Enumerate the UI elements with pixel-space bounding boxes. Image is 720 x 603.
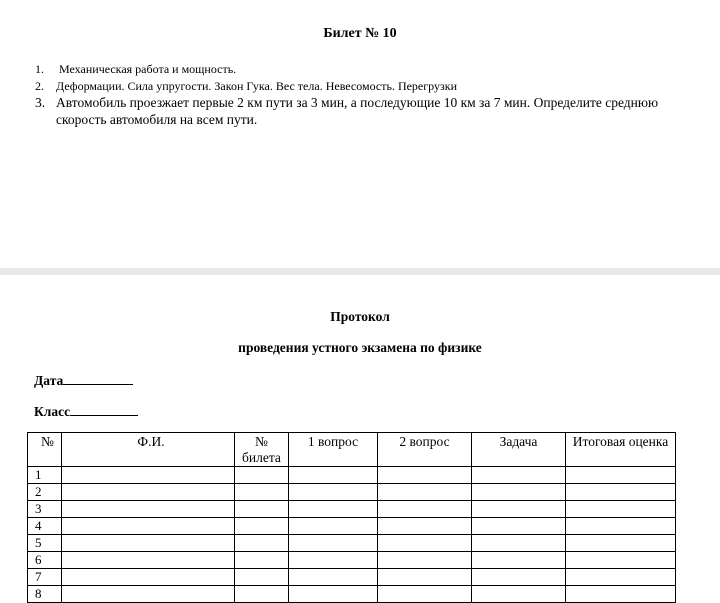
class-field (34, 403, 138, 420)
question-item (35, 61, 675, 77)
table-cell[interactable] (289, 569, 378, 586)
date-blank-line[interactable] (63, 372, 133, 385)
table-cell[interactable] (235, 467, 289, 484)
table-cell[interactable] (566, 518, 676, 535)
col-header-name: Ф.И. (62, 433, 235, 467)
table-row (28, 501, 676, 518)
table-cell[interactable] (62, 484, 235, 501)
question-text: Механическая работа и мощность. (59, 62, 237, 76)
table-cell[interactable] (378, 484, 472, 501)
question-text: Автомобиль проезжает первые 2 км пути за 3 мин, а последующие 10 км за 7 мин. Определите среднюю скорость автомобиля на всем пути. (56, 95, 659, 127)
row-number: 6 (28, 552, 62, 569)
table-cell[interactable] (235, 552, 289, 569)
question-item (35, 78, 675, 94)
table-cell[interactable] (289, 501, 378, 518)
table-cell[interactable] (289, 467, 378, 484)
col-header-question-2: 2 вопрос (378, 433, 472, 467)
table-cell[interactable] (378, 535, 472, 552)
table-cell[interactable] (289, 518, 378, 535)
col-header-ticket: № билета (235, 433, 289, 467)
table-row (28, 569, 676, 586)
table-cell[interactable] (62, 467, 235, 484)
table-row (28, 484, 676, 501)
table-cell[interactable] (289, 535, 378, 552)
class-label: Класс (34, 404, 71, 419)
table-cell[interactable] (378, 552, 472, 569)
row-number: 1 (28, 467, 62, 484)
table-cell[interactable] (62, 518, 235, 535)
table-cell[interactable] (62, 586, 235, 603)
table-row (28, 467, 676, 484)
row-number: 7 (28, 569, 62, 586)
table-cell[interactable] (378, 518, 472, 535)
question-number: 3. (35, 95, 46, 110)
col-header-question-1: 1 вопрос (289, 433, 378, 467)
col-header-task: Задача (472, 433, 566, 467)
ticket-page (0, 0, 720, 268)
table-cell[interactable] (235, 569, 289, 586)
table-cell[interactable] (235, 484, 289, 501)
table-cell[interactable] (472, 467, 566, 484)
col-header-number: № (28, 433, 62, 467)
table-cell[interactable] (289, 586, 378, 603)
table-cell[interactable] (235, 518, 289, 535)
table-header-row (28, 433, 676, 467)
table-cell[interactable] (472, 518, 566, 535)
table-cell[interactable] (62, 552, 235, 569)
row-number: 4 (28, 518, 62, 535)
row-number: 3 (28, 501, 62, 518)
table-cell[interactable] (566, 484, 676, 501)
table-cell[interactable] (235, 586, 289, 603)
table-cell[interactable] (566, 467, 676, 484)
table-row (28, 552, 676, 569)
table-cell[interactable] (566, 552, 676, 569)
row-number: 5 (28, 535, 62, 552)
row-number: 2 (28, 484, 62, 501)
question-item (35, 94, 675, 128)
protocol-subtitle: проведения устного экзамена по физике (238, 340, 482, 355)
table-cell[interactable] (235, 501, 289, 518)
table-cell[interactable] (566, 586, 676, 603)
question-number: 1. (35, 62, 44, 76)
table-cell[interactable] (472, 484, 566, 501)
table-cell[interactable] (472, 552, 566, 569)
table-cell[interactable] (62, 569, 235, 586)
table-cell[interactable] (289, 484, 378, 501)
table-row (28, 586, 676, 603)
table-row (28, 518, 676, 535)
table-cell[interactable] (289, 552, 378, 569)
protocol-page (0, 275, 720, 601)
table-row (28, 535, 676, 552)
table-cell[interactable] (378, 501, 472, 518)
table-cell[interactable] (235, 535, 289, 552)
table-cell[interactable] (62, 501, 235, 518)
table-cell[interactable] (378, 467, 472, 484)
protocol-title: Протокол (330, 309, 390, 324)
date-label: Дата (34, 373, 64, 388)
page-separator (0, 268, 720, 275)
table-cell[interactable] (566, 501, 676, 518)
ticket-title: Билет № 10 (323, 26, 397, 41)
table-cell[interactable] (472, 569, 566, 586)
question-list (35, 58, 675, 128)
table-cell[interactable] (378, 569, 472, 586)
table-cell[interactable] (62, 535, 235, 552)
exam-protocol-table (27, 432, 676, 603)
row-number: 8 (28, 586, 62, 603)
table-cell[interactable] (566, 569, 676, 586)
question-number: 2. (35, 79, 44, 93)
col-header-final-grade: Итоговая оценка (566, 433, 676, 467)
class-blank-line[interactable] (70, 403, 138, 416)
table-cell[interactable] (472, 535, 566, 552)
date-field (34, 372, 133, 389)
table-cell[interactable] (472, 501, 566, 518)
table-cell[interactable] (472, 586, 566, 603)
table-cell[interactable] (378, 586, 472, 603)
question-text: Деформации. Сила упругости. Закон Гука. Вес тела. Невесомость. Перегрузки (56, 79, 458, 93)
table-cell[interactable] (566, 535, 676, 552)
